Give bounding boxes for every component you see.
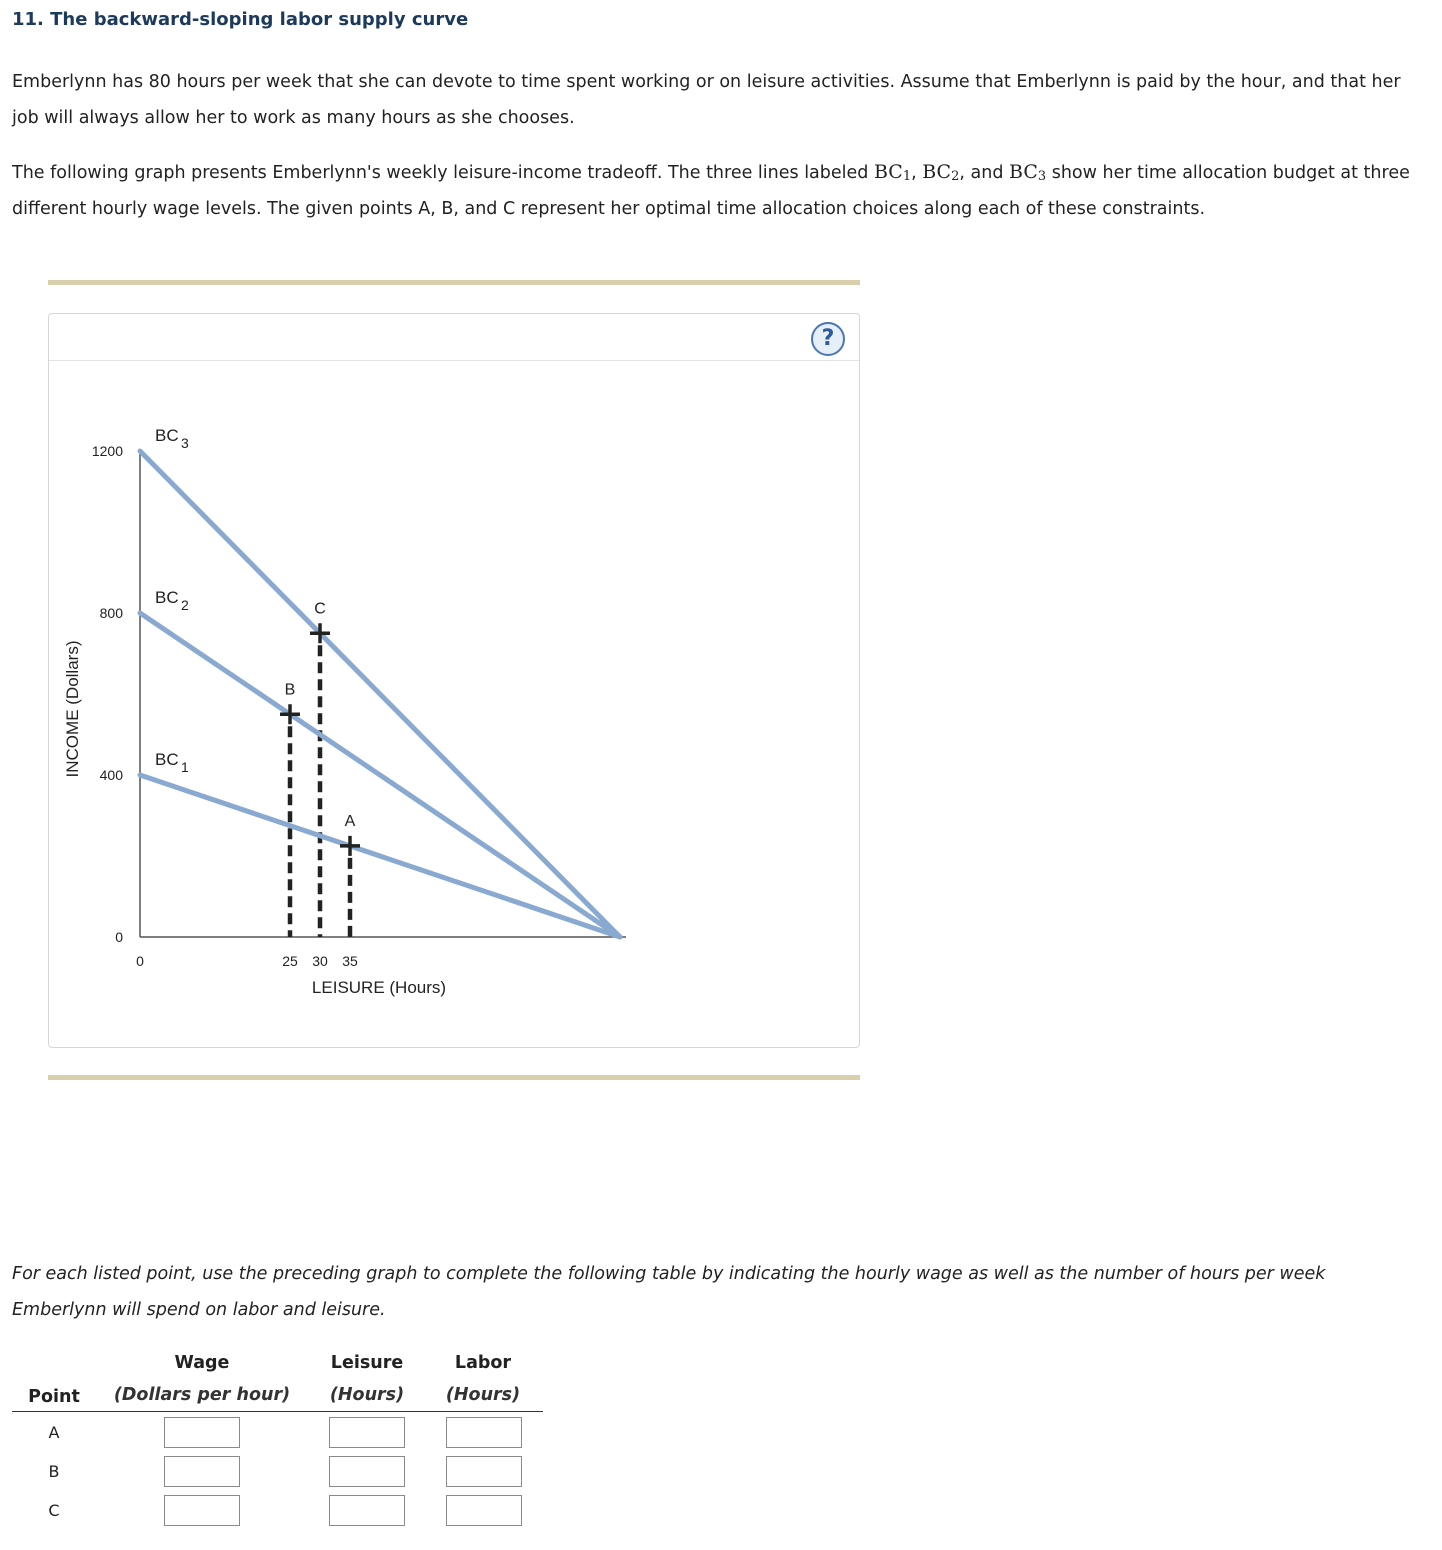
row-c-point: C bbox=[48, 1501, 60, 1520]
graph-description-start: The following graph presents Emberlynn's weekly leisure-income tradeoff. The three lines labeled bbox=[12, 163, 874, 183]
y-tick-label-0: 0 bbox=[115, 929, 123, 945]
row-c-leisure-input[interactable] bbox=[329, 1495, 405, 1526]
intro-paragraph: Emberlynn has 80 hours per week that she can devote to time spent working or on leisure activities. Assume that Emberlynn is paid by the hour, and that her job will always allow her to work as many hours as she chooses. bbox=[12, 72, 1401, 128]
y-tick-label-400: 400 bbox=[99, 767, 123, 783]
point-a-label: A bbox=[344, 812, 356, 830]
header-leisure: Leisure bbox=[330, 1353, 404, 1373]
help-button[interactable]: ? bbox=[811, 322, 845, 356]
graph-bottom-divider bbox=[48, 1075, 860, 1080]
row-b-labor-input[interactable] bbox=[446, 1456, 522, 1487]
row-a-leisure-input[interactable] bbox=[329, 1417, 405, 1448]
row-b-point: B bbox=[48, 1462, 60, 1481]
y-axis-title: INCOME (Dollars) bbox=[63, 640, 82, 778]
bc3-label-subscript: 3 bbox=[181, 435, 189, 451]
leisure-income-graph bbox=[49, 314, 861, 1049]
row-b-wage-input[interactable] bbox=[164, 1456, 240, 1487]
bc3-line bbox=[140, 451, 620, 937]
row-c-wage-input[interactable] bbox=[164, 1495, 240, 1526]
bc3-label: BC bbox=[155, 426, 179, 445]
table-instructions: For each listed point, use the preceding graph to complete the following table by indicating the hourly wage as well as the number of hours per week Emberlynn will spend on labor and leisure. bbox=[12, 1264, 1326, 1320]
bc1-label: BC bbox=[155, 750, 179, 769]
row-a-labor-input[interactable] bbox=[446, 1417, 522, 1448]
header-leisure-units: (Hours) bbox=[329, 1385, 405, 1405]
header-labor: Labor bbox=[454, 1353, 512, 1373]
bc3-inline-label: $BC_3$ bbox=[1009, 161, 1047, 184]
point-c-label: C bbox=[314, 600, 326, 618]
bc2-line bbox=[140, 613, 620, 937]
row-a-point: A bbox=[48, 1423, 60, 1442]
graph-panel bbox=[48, 313, 860, 1048]
y-tick-label-800: 800 bbox=[99, 605, 123, 621]
x-tick-label-30: 30 bbox=[312, 953, 328, 969]
table-header-rule bbox=[12, 1411, 543, 1412]
y-tick-label-1200: 1200 bbox=[91, 443, 123, 459]
bc1-line bbox=[140, 775, 620, 937]
point-a-marker bbox=[340, 836, 360, 856]
row-a-wage-input[interactable] bbox=[164, 1417, 240, 1448]
answer-table bbox=[12, 1347, 543, 1537]
header-labor-units: (Hours) bbox=[445, 1385, 521, 1405]
graph-description-paragraph: The following graph presents Emberlynn's weekly leisure-income tradeoff. The three lines labeled $BC_1$, $BC_2$, and $BC_3$ show her time allocation budget at three different hourly wage levels. The given points A, B, and C represent her optimal time allocation choices along each of these constraints. bbox=[12, 161, 1410, 219]
row-c-labor-input[interactable] bbox=[446, 1495, 522, 1526]
graph-top-divider bbox=[48, 280, 860, 285]
bc1-inline-label: $BC_1$ bbox=[873, 161, 912, 184]
x-axis-title: LEISURE (Hours) bbox=[311, 978, 447, 997]
bc1-label-subscript: 1 bbox=[181, 759, 189, 775]
x-tick-label-35: 35 bbox=[342, 953, 358, 969]
question-title: 11. The backward-sloping labor supply curve bbox=[12, 9, 469, 30]
x-tick-label-25: 25 bbox=[282, 953, 298, 969]
point-b-label: B bbox=[284, 681, 296, 699]
graph-description-end: show her time allocation budget at three different hourly wage levels. The given points A, B, and C represent her optimal time allocation choices along each of these constraints. bbox=[12, 163, 1410, 219]
row-b-leisure-input[interactable] bbox=[329, 1456, 405, 1487]
bc2-label: BC bbox=[155, 588, 179, 607]
header-wage-units: (Dollars per hour) bbox=[113, 1385, 291, 1405]
header-point: Point bbox=[28, 1387, 80, 1407]
x-tick-label-0: 0 bbox=[136, 953, 144, 969]
bc2-label-subscript: 2 bbox=[181, 597, 189, 613]
bc2-inline-label: $BC_2$ bbox=[922, 161, 960, 184]
header-wage: Wage bbox=[174, 1353, 230, 1373]
